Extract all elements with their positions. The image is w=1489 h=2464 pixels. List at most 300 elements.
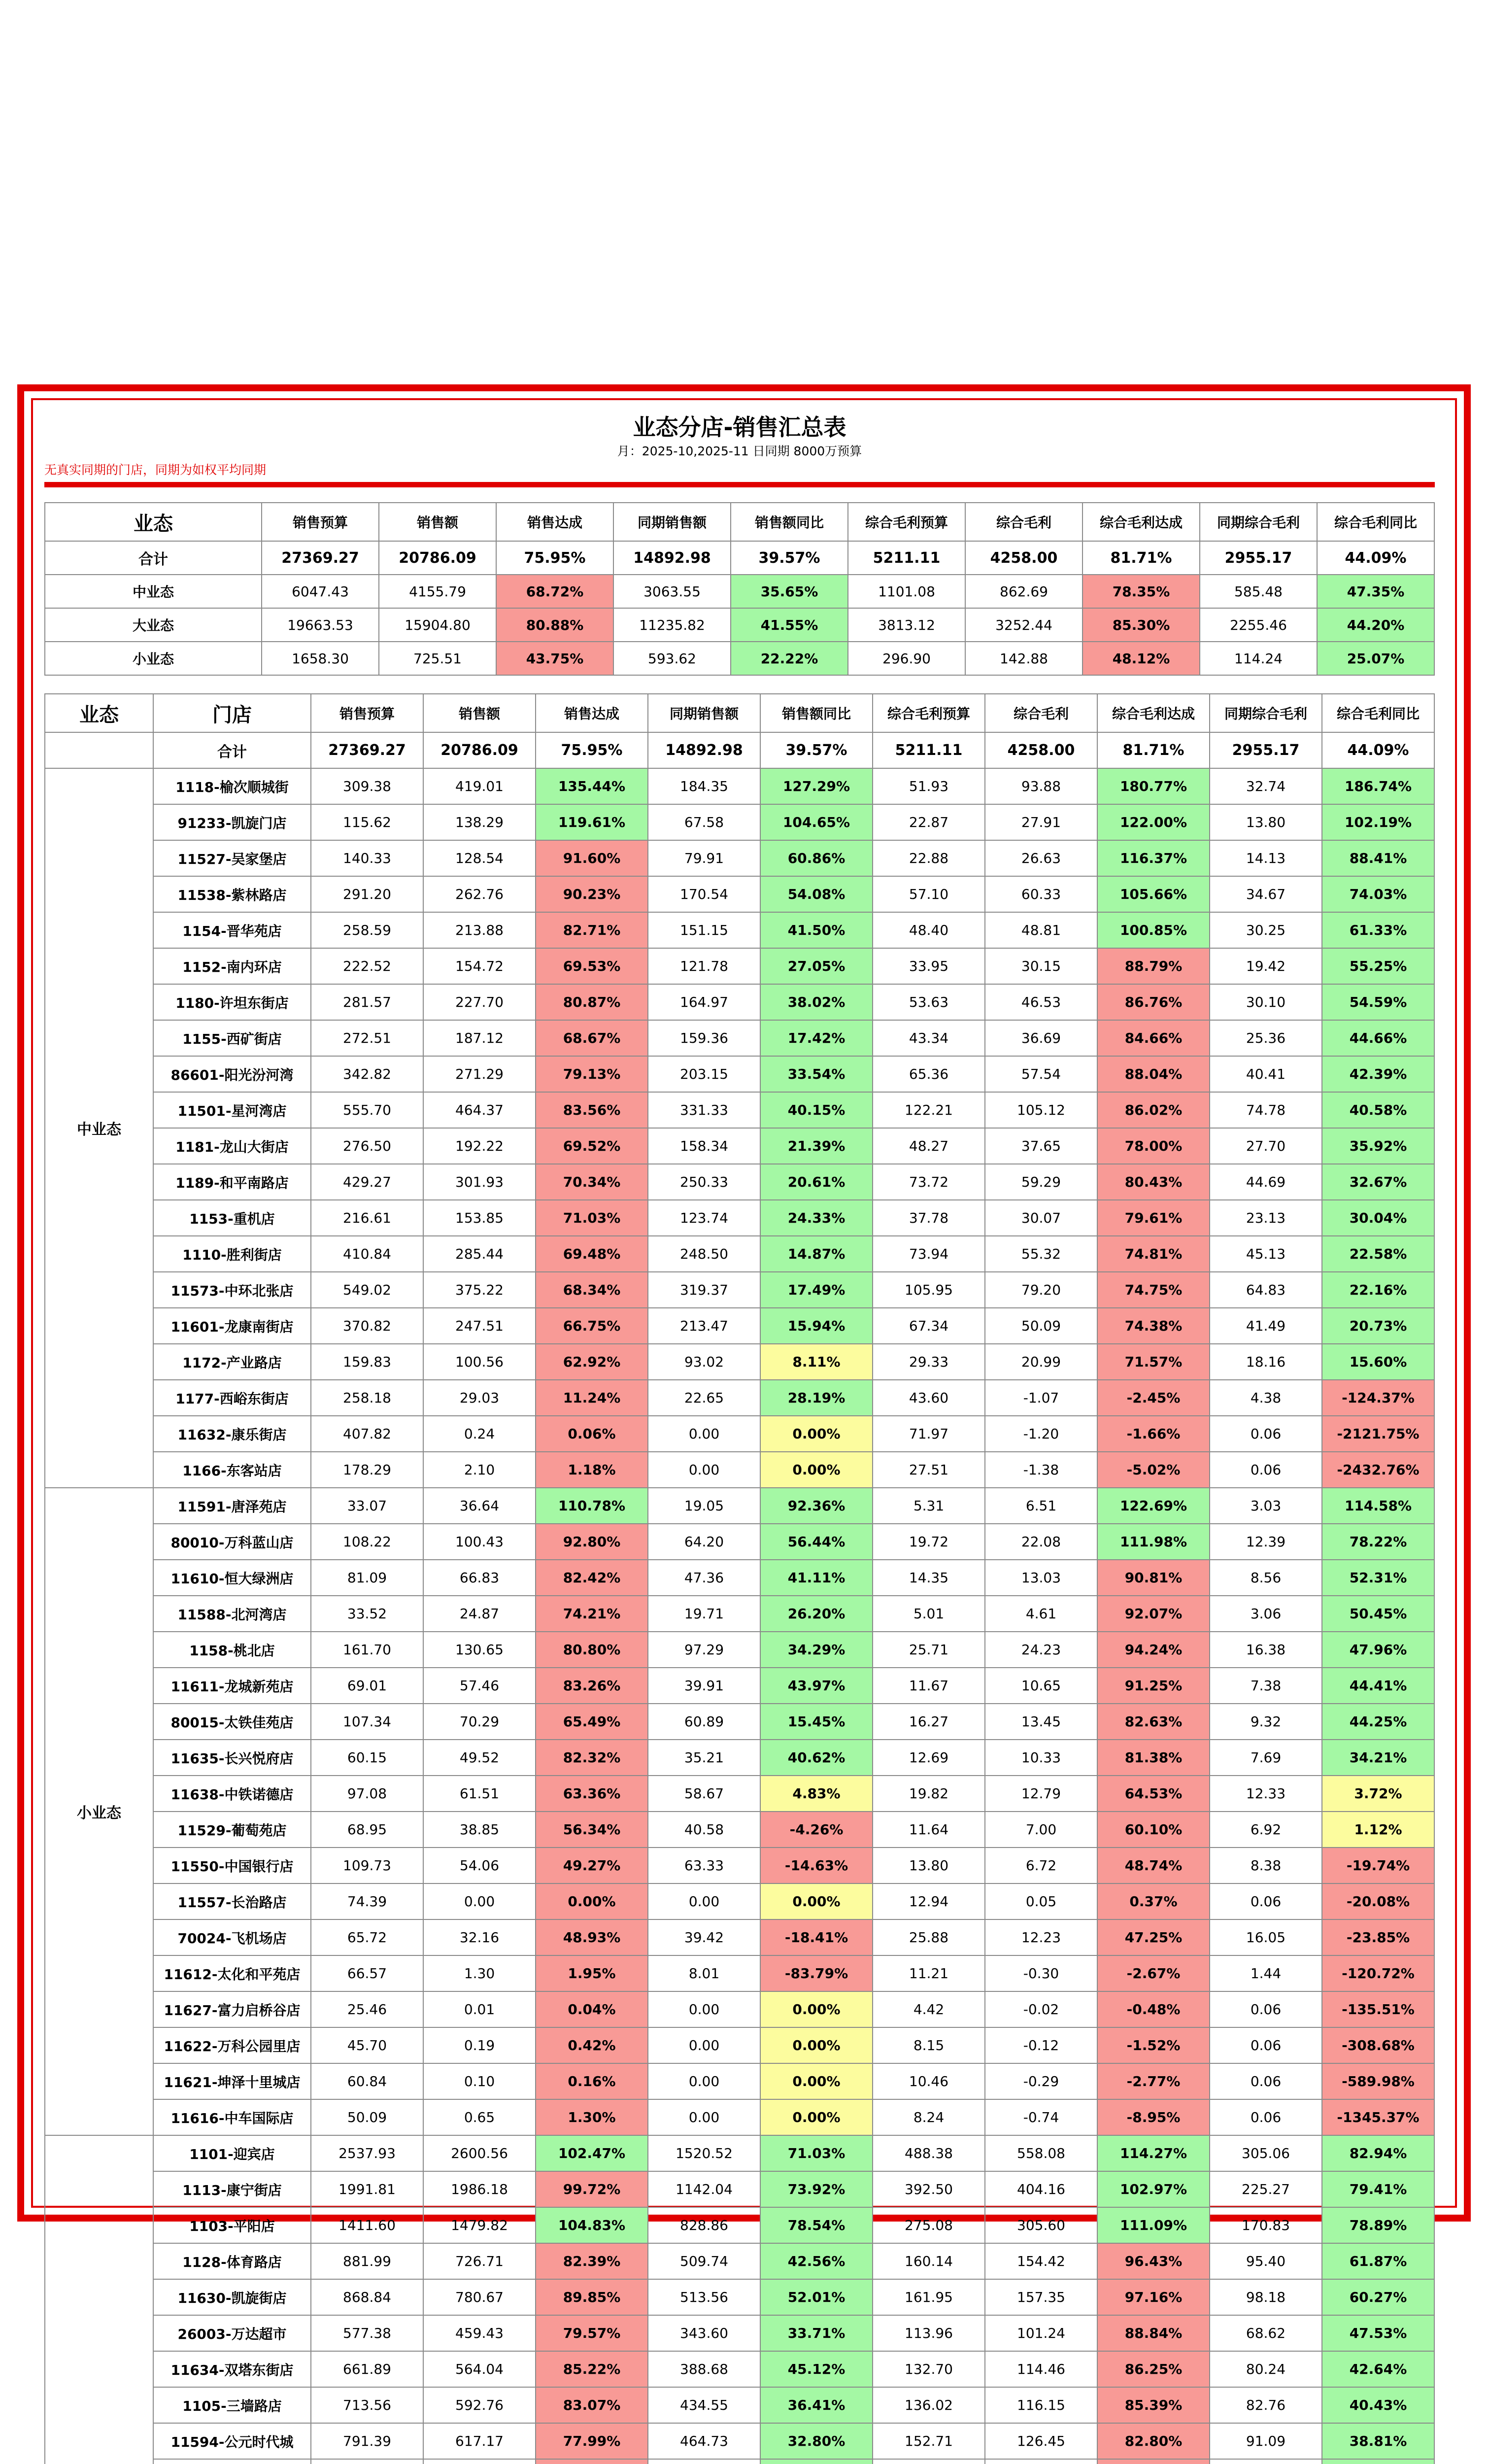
detail-cell: 74.75% xyxy=(1097,1272,1210,1308)
detail-cell: 8.01 xyxy=(648,1955,760,1991)
detail-cell: 22.65 xyxy=(648,1380,760,1416)
detail-row xyxy=(45,1883,1434,1919)
report-note: 无真实同期的门店，同期为如权平均同期 xyxy=(44,463,267,477)
detail-cell: 154.42 xyxy=(985,2243,1097,2279)
detail-cell: 89.85% xyxy=(536,2279,648,2315)
detail-cell: 60.33 xyxy=(985,876,1097,912)
detail-cell: 110.78% xyxy=(536,1488,648,1524)
detail-cell: 79.91 xyxy=(648,840,760,876)
detail-cell: 12.94 xyxy=(873,1883,985,1919)
detail-cell: 82.32% xyxy=(536,1740,648,1776)
detail-cell: 11.24% xyxy=(536,1380,648,1416)
detail-cell: 216.61 xyxy=(311,1200,423,1236)
detail-cell: 82.71% xyxy=(536,912,648,948)
detail-cell: 32.67% xyxy=(1322,1164,1434,1200)
detail-cell: -0.29 xyxy=(985,2063,1097,2099)
detail-cell: 0.00 xyxy=(648,1452,760,1488)
summary-cell: 22.22% xyxy=(731,642,848,675)
detail-cell: 15.60% xyxy=(1322,1344,1434,1380)
detail-cell: 40.58% xyxy=(1322,1092,1434,1128)
detail-header-row xyxy=(45,694,1434,732)
detail-row xyxy=(45,1488,1434,1524)
detail-cell: 114.46 xyxy=(985,2351,1097,2387)
table-gap xyxy=(44,676,1435,693)
detail-cell: 41.11% xyxy=(760,1560,873,1596)
summary-cell: 78.35% xyxy=(1083,575,1200,608)
detail-row xyxy=(45,1776,1434,1812)
detail-cell: 49.52 xyxy=(423,1740,536,1776)
detail-cell: 51.93 xyxy=(873,768,985,804)
detail-cell: 38.02% xyxy=(760,984,873,1020)
detail-cell: 121.78 xyxy=(648,948,760,984)
detail-row xyxy=(45,1416,1434,1452)
detail-cell: 2.10 xyxy=(423,1452,536,1488)
detail-cell: 34.67 xyxy=(1210,876,1322,912)
detail-row xyxy=(45,1452,1434,1488)
detail-cell: 16.38 xyxy=(1210,1632,1322,1668)
detail-row xyxy=(45,1704,1434,1740)
detail-cell: 30.15 xyxy=(985,948,1097,984)
detail-cell: 50.09 xyxy=(985,1308,1097,1344)
detail-cell: 27.70 xyxy=(1210,1128,1322,1164)
detail-cell: 32.16 xyxy=(423,1919,536,1955)
detail-cell: 45.12% xyxy=(760,2351,873,2387)
detail-cell: 79.61% xyxy=(1097,1200,1210,1236)
detail-cell: 122.69% xyxy=(1097,1488,1210,1524)
detail-cell: 47.53% xyxy=(1322,2315,1434,2351)
detail-cell: 152.71 xyxy=(873,2423,985,2459)
detail-cell: 170.83 xyxy=(1210,2207,1322,2243)
summary-cell: 1101.08 xyxy=(848,575,965,608)
report-subtitle: 月：2025-10,2025-11 日同期 8000万预算 xyxy=(617,444,862,458)
detail-cell: 12.23 xyxy=(985,1919,1097,1955)
detail-cell: 61.87% xyxy=(1322,2243,1434,2279)
detail-cell: 105.66% xyxy=(1097,876,1210,912)
detail-cell: 83.56% xyxy=(536,1092,648,1128)
summary-cell: 47.35% xyxy=(1317,575,1434,608)
detail-cell: 97.29 xyxy=(648,1632,760,1668)
detail-header-cell: 综合毛利同比 xyxy=(1322,694,1434,732)
store-name-cell: 11611-龙城新苑店 xyxy=(153,1668,311,1704)
detail-cell: 25.71 xyxy=(873,1632,985,1668)
detail-cell: 6.72 xyxy=(985,1848,1097,1883)
detail-cell: 23.13 xyxy=(1210,1200,1322,1236)
detail-total-group-cell xyxy=(45,732,153,768)
detail-cell: 94.24% xyxy=(1097,1632,1210,1668)
detail-cell: 0.04% xyxy=(536,1991,648,2027)
detail-cell: 0.00 xyxy=(648,1416,760,1452)
detail-cell: 331.33 xyxy=(648,1092,760,1128)
detail-cell: 0.24 xyxy=(423,1416,536,1452)
detail-cell: 1411.60 xyxy=(311,2207,423,2243)
summary-header-cell: 业态 xyxy=(45,503,262,541)
detail-cell: 97.16% xyxy=(1097,2279,1210,2315)
detail-cell: 96.43% xyxy=(1097,2243,1210,2279)
detail-cell: 19.82 xyxy=(873,1776,985,1812)
detail-cell: 26.20% xyxy=(760,1596,873,1632)
detail-cell: 57.10 xyxy=(873,876,985,912)
detail-row xyxy=(45,2459,1434,2464)
summary-table xyxy=(44,502,1435,676)
detail-row xyxy=(45,876,1434,912)
detail-total-cell: 合计 xyxy=(153,732,311,768)
summary-cell: 68.72% xyxy=(496,575,613,608)
detail-cell: 309.38 xyxy=(311,768,423,804)
store-name-cell: 11630-凯旋街店 xyxy=(153,2279,311,2315)
summary-total-cell: 5211.11 xyxy=(848,541,965,575)
detail-cell: 67.34 xyxy=(873,1308,985,1344)
detail-cell: 29.33 xyxy=(873,1344,985,1380)
detail-cell: 60.89 xyxy=(648,1704,760,1740)
detail-cell: 135.44% xyxy=(536,768,648,804)
detail-cell: 18.16 xyxy=(1210,1344,1322,1380)
detail-cell: 47.25% xyxy=(1097,1919,1210,1955)
detail-cell: 3.03 xyxy=(1210,1488,1322,1524)
detail-cell: 780.67 xyxy=(423,2279,536,2315)
detail-cell: 21.39% xyxy=(760,1128,873,1164)
detail-cell: 281.57 xyxy=(311,984,423,1020)
detail-row xyxy=(45,1128,1434,1164)
detail-cell: 0.06 xyxy=(1210,2063,1322,2099)
detail-cell: 16.05 xyxy=(1210,1919,1322,1955)
detail-cell: 77.99% xyxy=(536,2423,648,2459)
detail-cell: 0.00% xyxy=(760,2099,873,2135)
detail-cell: 8.11% xyxy=(760,1344,873,1380)
store-name-cell: 26003-万达超市 xyxy=(153,2315,311,2351)
detail-cell: 0.00% xyxy=(760,1416,873,1452)
detail-cell: 80.43% xyxy=(1097,1164,1210,1200)
detail-row xyxy=(45,2207,1434,2243)
detail-table xyxy=(44,693,1435,2464)
detail-cell: 86.76% xyxy=(1097,984,1210,1020)
detail-cell: 42.64% xyxy=(1322,2351,1434,2387)
detail-cell: 14.13 xyxy=(1210,840,1322,876)
detail-cell: 151.15 xyxy=(648,912,760,948)
detail-cell: 132.70 xyxy=(873,2351,985,2387)
detail-cell: 407.82 xyxy=(311,1416,423,1452)
summary-cell: 中业态 xyxy=(45,575,262,608)
detail-cell: 0.00 xyxy=(648,2099,760,2135)
detail-header-cell: 综合毛利预算 xyxy=(873,694,985,732)
detail-cell: 56.34% xyxy=(536,1812,648,1848)
detail-cell: 95.40 xyxy=(1210,2243,1322,2279)
detail-row xyxy=(45,2135,1434,2171)
summary-cell: 862.69 xyxy=(965,575,1083,608)
detail-cell: 13.80 xyxy=(1210,804,1322,840)
detail-header-cell: 业态 xyxy=(45,694,153,732)
detail-cell: 434.55 xyxy=(648,2387,760,2423)
detail-cell: 509.74 xyxy=(648,2243,760,2279)
summary-total-cell: 合计 xyxy=(45,541,262,575)
store-name-cell: 11622-万科公园里店 xyxy=(153,2027,311,2063)
group-name-cell: 中业态 xyxy=(45,768,153,1488)
detail-cell: 56.44% xyxy=(760,1524,873,1560)
detail-cell: 71.03% xyxy=(760,2135,873,2171)
detail-row xyxy=(45,1848,1434,1883)
detail-row xyxy=(45,840,1434,876)
store-name-cell: 1152-南内环店 xyxy=(153,948,311,984)
detail-cell: 791.39 xyxy=(311,2423,423,2459)
detail-cell: 34.21% xyxy=(1322,1740,1434,1776)
detail-cell: 29.03 xyxy=(423,1380,536,1416)
detail-cell: 73.72 xyxy=(873,1164,985,1200)
detail-cell: 227.70 xyxy=(423,984,536,1020)
detail-cell: 83.26% xyxy=(536,1668,648,1704)
detail-row xyxy=(45,2279,1434,2315)
store-name-cell: 11591-唐泽苑店 xyxy=(153,1488,311,1524)
detail-cell: 33.71% xyxy=(760,2315,873,2351)
detail-cell: 192.22 xyxy=(423,1128,536,1164)
detail-header-cell: 同期综合毛利 xyxy=(1210,694,1322,732)
detail-cell: 64.83 xyxy=(1210,1272,1322,1308)
detail-row xyxy=(45,2243,1434,2279)
detail-cell: 342.82 xyxy=(311,1056,423,1092)
summary-header-cell: 综合毛利同比 xyxy=(1317,503,1434,541)
detail-cell: 11.64 xyxy=(873,1812,985,1848)
detail-cell: 65.72 xyxy=(311,1919,423,1955)
detail-cell: 1.18% xyxy=(536,1452,648,1488)
detail-cell: 262.76 xyxy=(423,876,536,912)
report-title: 业态分店-销售汇总表 xyxy=(633,414,846,441)
store-name-cell: 1154-晋华苑店 xyxy=(153,912,311,948)
detail-cell: 1479.82 xyxy=(423,2207,536,2243)
detail-cell: 126.45 xyxy=(985,2423,1097,2459)
detail-cell: 27.05% xyxy=(760,948,873,984)
detail-cell: 0.00% xyxy=(760,2027,873,2063)
detail-cell: 43.34 xyxy=(873,1020,985,1056)
detail-cell: 66.83 xyxy=(423,1560,536,1596)
detail-cell: 82.39% xyxy=(536,2243,648,2279)
detail-cell: 6.51 xyxy=(985,1488,1097,1524)
summary-cell: 19663.53 xyxy=(262,608,379,642)
detail-row xyxy=(45,1524,1434,1560)
detail-cell: 161.95 xyxy=(873,2279,985,2315)
detail-row xyxy=(45,804,1434,840)
detail-cell: 1.44 xyxy=(1210,1955,1322,1991)
detail-cell: 158.34 xyxy=(648,1128,760,1164)
store-name-cell: 1118-榆次顺城街 xyxy=(153,768,311,804)
detail-cell: 828.86 xyxy=(648,2207,760,2243)
detail-cell: 0.06 xyxy=(1210,1452,1322,1488)
detail-cell: 64.20 xyxy=(648,1524,760,1560)
detail-cell: 392.50 xyxy=(873,2171,985,2207)
detail-total-cell: 2955.17 xyxy=(1210,732,1322,768)
detail-cell: 85.22% xyxy=(536,2351,648,2387)
report-content xyxy=(44,413,1435,2464)
detail-cell: 123.74 xyxy=(648,1200,760,1236)
detail-total-cell: 4258.00 xyxy=(985,732,1097,768)
detail-cell: 50.09 xyxy=(311,2099,423,2135)
summary-cell: 4155.79 xyxy=(379,575,496,608)
detail-cell: 248.50 xyxy=(648,1236,760,1272)
detail-cell: 70.34% xyxy=(536,1164,648,1200)
detail-cell xyxy=(536,2459,648,2464)
detail-cell: 592.76 xyxy=(423,2387,536,2423)
detail-cell: 1.30 xyxy=(423,1955,536,1991)
detail-cell: 80.24 xyxy=(1210,2351,1322,2387)
detail-cell: 24.87 xyxy=(423,1596,536,1632)
detail-cell: 61.33% xyxy=(1322,912,1434,948)
detail-cell: 78.00% xyxy=(1097,1128,1210,1164)
summary-header-cell: 同期销售额 xyxy=(613,503,731,541)
detail-cell: -589.98% xyxy=(1322,2063,1434,2099)
detail-cell: 564.04 xyxy=(423,2351,536,2387)
store-name-cell: 11612-太化和平苑店 xyxy=(153,1955,311,1991)
detail-row xyxy=(45,1236,1434,1272)
store-name-cell: 11638-中铁诺德店 xyxy=(153,1776,311,1812)
detail-cell: 82.80% xyxy=(1097,2423,1210,2459)
detail-cell: 86.25% xyxy=(1097,2351,1210,2387)
detail-cell: 60.10% xyxy=(1097,1812,1210,1848)
detail-row xyxy=(45,1740,1434,1776)
summary-cell: 85.30% xyxy=(1083,608,1200,642)
summary-cell: 593.62 xyxy=(613,642,731,675)
detail-cell: 70.29 xyxy=(423,1704,536,1740)
title-divider xyxy=(44,482,1435,487)
detail-cell: 16.27 xyxy=(873,1704,985,1740)
detail-cell: 161.70 xyxy=(311,1632,423,1668)
detail-row xyxy=(45,1991,1434,2027)
detail-cell: 7.38 xyxy=(1210,1668,1322,1704)
summary-cell: 1658.30 xyxy=(262,642,379,675)
detail-cell: 0.00 xyxy=(648,2027,760,2063)
detail-cell: 68.62 xyxy=(1210,2315,1322,2351)
detail-cell: -120.72% xyxy=(1322,1955,1434,1991)
summary-total-cell: 44.09% xyxy=(1317,541,1434,575)
detail-cell: 64.53% xyxy=(1097,1776,1210,1812)
detail-row xyxy=(45,1812,1434,1848)
detail-cell: -2121.75% xyxy=(1322,1416,1434,1452)
detail-cell: 464.73 xyxy=(648,2423,760,2459)
store-name-cell: 11610-恒大绿洲店 xyxy=(153,1560,311,1596)
detail-cell: -1.52% xyxy=(1097,2027,1210,2063)
detail-cell: 79.20 xyxy=(985,1272,1097,1308)
summary-header-cell: 同期综合毛利 xyxy=(1200,503,1317,541)
detail-cell: 55.25% xyxy=(1322,948,1434,984)
store-name-cell: 11634-双塔东街店 xyxy=(153,2351,311,2387)
detail-cell: -23.85% xyxy=(1322,1919,1434,1955)
detail-cell: 67.58 xyxy=(648,804,760,840)
detail-cell: 19.42 xyxy=(1210,948,1322,984)
detail-cell: 12.33 xyxy=(1210,1776,1322,1812)
detail-cell xyxy=(760,2459,873,2464)
detail-cell: 81.09 xyxy=(311,1560,423,1596)
detail-cell xyxy=(1322,2459,1434,2464)
detail-cell: 577.38 xyxy=(311,2315,423,2351)
summary-header-cell: 综合毛利 xyxy=(965,503,1083,541)
summary-cell: 3813.12 xyxy=(848,608,965,642)
detail-cell: -0.30 xyxy=(985,1955,1097,1991)
detail-cell: 19.72 xyxy=(873,1524,985,1560)
detail-cell: 0.00% xyxy=(760,2063,873,2099)
detail-cell: 83.07% xyxy=(536,2387,648,2423)
detail-row xyxy=(45,1596,1434,1632)
detail-cell: 63.36% xyxy=(536,1776,648,1812)
detail-cell: 88.04% xyxy=(1097,1056,1210,1092)
summary-cell: 35.65% xyxy=(731,575,848,608)
detail-cell xyxy=(873,2459,985,2464)
detail-cell: 17.49% xyxy=(760,1272,873,1308)
detail-row xyxy=(45,1344,1434,1380)
detail-cell: 86.02% xyxy=(1097,1092,1210,1128)
detail-cell: 33.07 xyxy=(311,1488,423,1524)
detail-cell: 40.58 xyxy=(648,1812,760,1848)
summary-cell: 小业态 xyxy=(45,642,262,675)
detail-total-cell: 14892.98 xyxy=(648,732,760,768)
detail-cell: 8.15 xyxy=(873,2027,985,2063)
store-name-cell: 1189-和平南路店 xyxy=(153,1164,311,1200)
detail-total-cell: 44.09% xyxy=(1322,732,1434,768)
detail-cell: 12.39 xyxy=(1210,1524,1322,1560)
detail-row xyxy=(45,2171,1434,2207)
summary-header-cell: 销售预算 xyxy=(262,503,379,541)
detail-cell: 513.56 xyxy=(648,2279,760,2315)
detail-cell: 79.57% xyxy=(536,2315,648,2351)
detail-cell: 0.06 xyxy=(1210,2099,1322,2135)
detail-cell: 79.13% xyxy=(536,1056,648,1092)
detail-cell: 74.78 xyxy=(1210,1092,1322,1128)
store-name-cell: 1180-许坦东街店 xyxy=(153,984,311,1020)
store-name-cell: 11550-中国银行店 xyxy=(153,1848,311,1883)
detail-cell: 1.95% xyxy=(536,1955,648,1991)
detail-cell: 60.84 xyxy=(311,2063,423,2099)
summary-header-cell: 销售额同比 xyxy=(731,503,848,541)
detail-cell: 114.58% xyxy=(1322,1488,1434,1524)
detail-cell: 82.63% xyxy=(1097,1704,1210,1740)
detail-cell: 34.29% xyxy=(760,1632,873,1668)
store-name-cell: 1128-体育路店 xyxy=(153,2243,311,2279)
detail-cell: 0.06% xyxy=(536,1416,648,1452)
detail-row xyxy=(45,1919,1434,1955)
detail-cell: 44.25% xyxy=(1322,1704,1434,1740)
store-name-cell: 91233-凯旋门店 xyxy=(153,804,311,840)
detail-cell: 48.27 xyxy=(873,1128,985,1164)
detail-cell: 7.69 xyxy=(1210,1740,1322,1776)
detail-cell: 20.61% xyxy=(760,1164,873,1200)
detail-cell: 2600.56 xyxy=(423,2135,536,2171)
detail-cell: 160.14 xyxy=(873,2243,985,2279)
detail-cell: 4.83% xyxy=(760,1776,873,1812)
detail-cell: 47.96% xyxy=(1322,1632,1434,1668)
summary-row xyxy=(45,608,1434,642)
store-name-cell: 70024-飞机场店 xyxy=(153,1919,311,1955)
detail-cell: -4.26% xyxy=(760,1812,873,1848)
detail-cell: 92.07% xyxy=(1097,1596,1210,1632)
detail-cell: 0.00% xyxy=(760,1991,873,2027)
store-name-cell: 11588-北河湾店 xyxy=(153,1596,311,1632)
detail-cell: -1.07 xyxy=(985,1380,1097,1416)
detail-cell: 22.08 xyxy=(985,1524,1097,1560)
summary-cell: 80.88% xyxy=(496,608,613,642)
detail-cell: 555.70 xyxy=(311,1092,423,1128)
detail-cell: 105.95 xyxy=(873,1272,985,1308)
store-name-cell: 11573-中环北张店 xyxy=(153,1272,311,1308)
detail-cell: 4.38 xyxy=(1210,1380,1322,1416)
detail-cell: 180.77% xyxy=(1097,768,1210,804)
detail-cell: 33.52 xyxy=(311,1596,423,1632)
detail-cell: 343.60 xyxy=(648,2315,760,2351)
store-name-cell: 11621-坤泽十里城店 xyxy=(153,2063,311,2099)
detail-cell: 57.46 xyxy=(423,1668,536,1704)
detail-cell: 102.19% xyxy=(1322,804,1434,840)
store-name-cell: 11632-康乐街店 xyxy=(153,1416,311,1452)
detail-cell: -5.02% xyxy=(1097,1452,1210,1488)
summary-cell: 2255.46 xyxy=(1200,608,1317,642)
detail-cell: -2.45% xyxy=(1097,1380,1210,1416)
detail-cell: -2.67% xyxy=(1097,1955,1210,1991)
detail-cell: -2.77% xyxy=(1097,2063,1210,2099)
detail-cell: 62.92% xyxy=(536,1344,648,1380)
